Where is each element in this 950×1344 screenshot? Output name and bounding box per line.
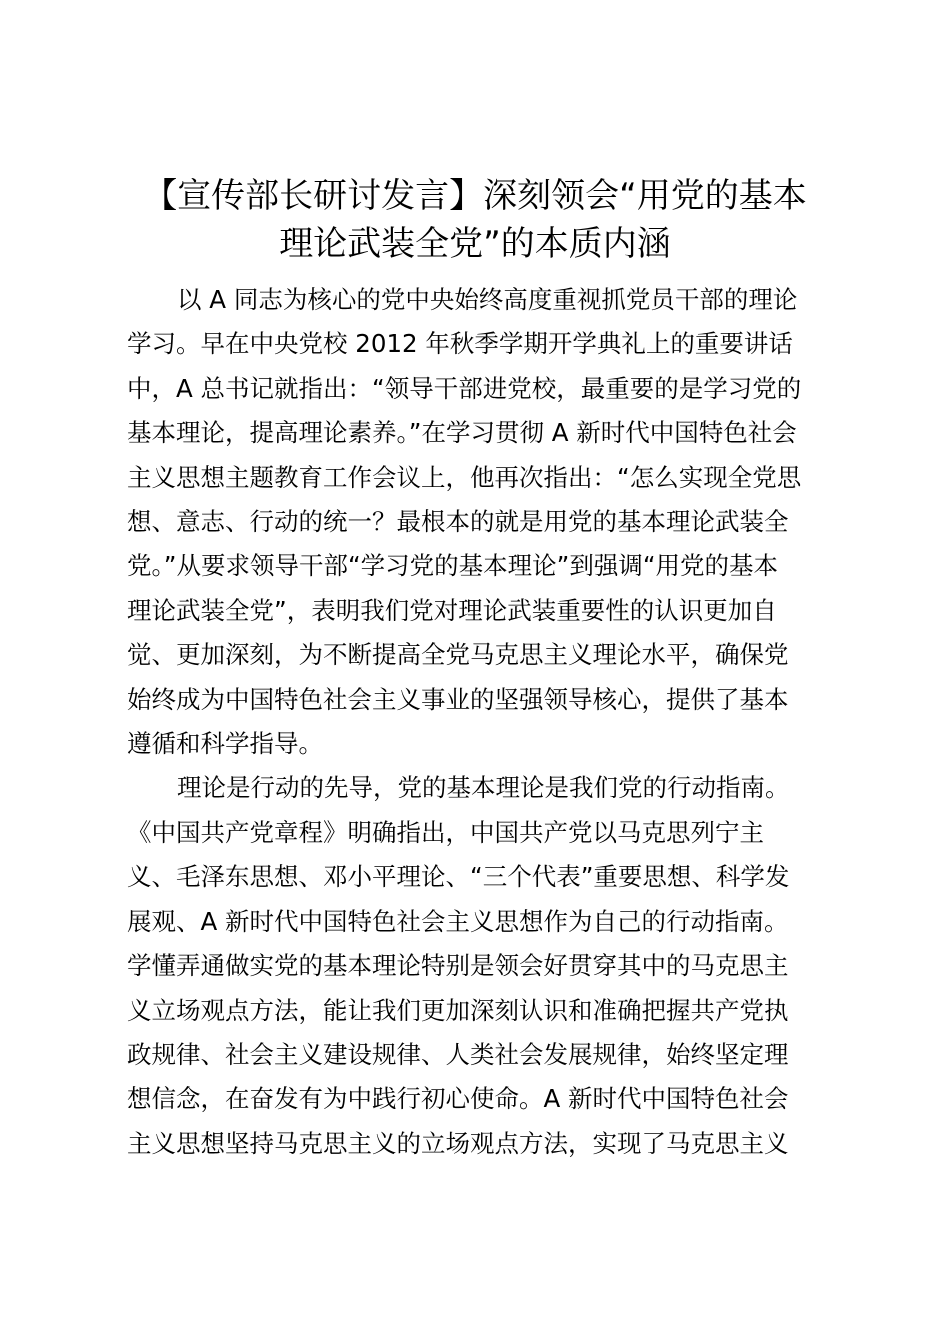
text-line: 想、意志、行动的统一？最根本的就是用党的基本理论武装全: [127, 507, 789, 537]
document-body: [127, 278, 832, 1166]
text-line: 党。”从要求领导干部“学习党的基本理论”到强调“用党的基本: [127, 551, 779, 581]
text-line: 义立场观点方法，能让我们更加深刻认识和准确把握共产党执: [127, 995, 789, 1025]
text-line: 觉、更加深刻，为不断提高全党马克思主义理论水平，确保党: [127, 640, 789, 670]
text-line: 展观、A 新时代中国特色社会主义思想作为自己的行动指南。: [127, 906, 789, 936]
document-title: [120, 172, 830, 268]
text-line: 理论是行动的先导，党的基本理论是我们党的行动指南。: [177, 773, 790, 803]
title-line-1: 【宣传部长研讨发言】深刻领会“用党的基本: [143, 176, 807, 216]
text-line: 学懂弄通做实党的基本理论特别是领会好贯穿其中的马克思主: [127, 951, 789, 981]
text-line: 中，A 总书记就指出：“领导干部进党校，最重要的是学习党的: [127, 373, 802, 403]
text-line: 理论武装全党”，表明我们党对理论武装重要性的认识更加自: [127, 595, 777, 625]
text-line: 始终成为中国特色社会主义事业的坚强领导核心，提供了基本: [127, 684, 789, 714]
text-line: 义、毛泽东思想、邓小平理论、“三个代表”重要思想、科学发: [127, 862, 790, 892]
text-line: 想信念，在奋发有为中践行初心使命。A 新时代中国特色社会: [127, 1084, 789, 1114]
text-line: 遵循和科学指导。: [127, 729, 323, 759]
paragraph-2: [127, 766, 832, 1166]
text-line: 学习。早在中央党校 2012 年秋季学期开学典礼上的重要讲话: [127, 329, 793, 359]
text-line: 主义思想主题教育工作会议上，他再次指出：“怎么实现全党思: [127, 462, 802, 492]
paragraph-1: [127, 278, 832, 766]
text-line: 基本理论，提高理论素养。”在学习贯彻 A 新时代中国特色社会: [127, 418, 797, 448]
text-line: 主义思想坚持马克思主义的立场观点方法，实现了马克思主义: [127, 1128, 789, 1158]
title-line-2: 理论武装全党”的本质内涵: [279, 224, 671, 264]
text-line: 《中国共产党章程》明确指出，中国共产党以马克思列宁主: [127, 817, 764, 847]
text-line: 以 A 同志为核心的党中央始终高度重视抓党员干部的理论: [177, 285, 798, 314]
text-line: 政规律、社会主义建设规律、人类社会发展规律，始终坚定理: [127, 1039, 789, 1069]
